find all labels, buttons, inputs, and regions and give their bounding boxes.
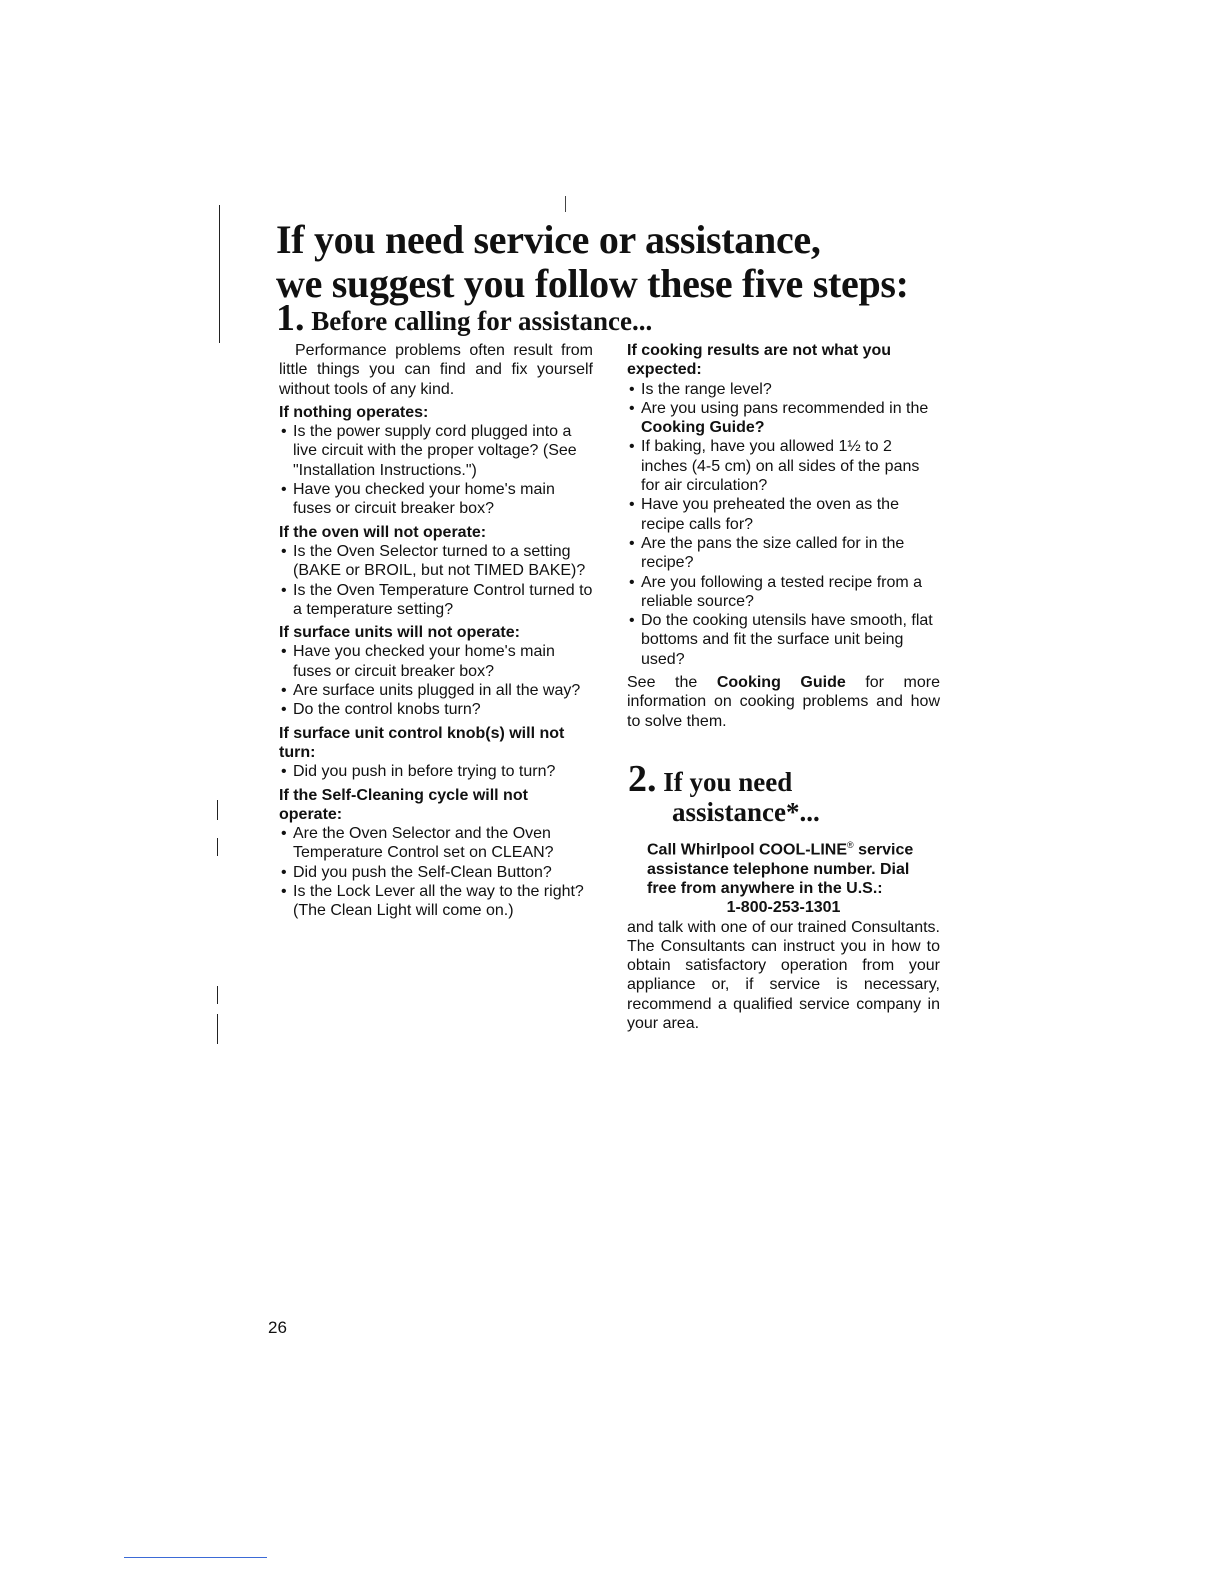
section-knobs-not-turn — [279, 724, 593, 782]
list-item: • Is the range level? — [627, 380, 940, 399]
note-text-pre: See the — [627, 674, 717, 692]
checklist — [279, 422, 593, 518]
section-heading: If surface units will not operate: — [279, 624, 520, 642]
list-item: • Is the Oven Temperature Control turned to a temperature setting? — [279, 581, 593, 620]
page-number: 26 — [268, 1318, 287, 1337]
list-item: • Is the Oven Selector turned to a setting (BAKE or BROIL, but not TIMED BAKE)? — [279, 542, 593, 581]
step-2-body — [627, 836, 940, 1033]
title-line-2: we suggest you follow these five steps: — [276, 261, 909, 306]
page-title — [276, 218, 976, 306]
right-column — [627, 341, 940, 731]
step-2-title-line-1: If you need — [663, 767, 793, 797]
checklist — [279, 762, 593, 781]
section-self-cleaning-not-operate — [279, 786, 593, 921]
margin-rule-top — [219, 205, 220, 343]
see-cooking-guide-note — [627, 673, 940, 731]
checklist — [279, 642, 593, 719]
step-2-title-line-2: assistance*... — [672, 797, 820, 827]
callout-text-2: service assistance telephone number. Dial free from anywhere in the U.S.: — [647, 841, 914, 897]
section-heading: If surface unit control knob(s) will not turn: — [279, 724, 565, 761]
margin-rule-mid-2 — [217, 838, 218, 856]
cooking-guide-reference: Cooking Guide? — [641, 419, 765, 437]
list-item: • Are surface units plugged in all the way? — [279, 681, 593, 700]
section-oven-not-operate — [279, 523, 593, 619]
checklist — [279, 542, 593, 619]
section-surface-units-not-operate — [279, 623, 593, 719]
cool-line-callout — [627, 836, 940, 898]
step-2-heading — [628, 758, 948, 827]
list-item: • Did you push in before trying to turn? — [279, 762, 593, 781]
step-1-number: 1. — [276, 297, 305, 339]
step-1-intro: Performance problems often result from little things you can find and fix yourself without tools of any kind. — [279, 342, 593, 398]
registered-mark: ® — [846, 840, 854, 850]
list-item: • Is the power supply cord plugged into a live circuit with the proper voltage? (See "Installation Instructions.") — [279, 422, 593, 480]
list-item: • Are you following a tested recipe from a reliable source? — [627, 573, 940, 612]
list-item: • Have you preheated the oven as the recipe calls for? — [627, 495, 940, 534]
list-item: • Are the pans the size called for in the recipe? — [627, 534, 940, 573]
list-item — [627, 399, 940, 438]
list-item-text: Are you using pans recommended in the — [641, 399, 929, 417]
section-nothing-operates — [279, 403, 593, 519]
section-heading: If nothing operates: — [279, 403, 429, 421]
top-tick-mark — [565, 196, 566, 212]
margin-rule-mid-4 — [217, 1014, 218, 1044]
list-item: • Did you push the Self-Clean Button? — [279, 863, 593, 882]
consultant-description: and talk with one of our trained Consultants. The Consultants can instruct you in how to obtain satisfactory operation from your appliance or, if service is necessary, recommend a qualified service company in your area. — [627, 918, 940, 1032]
checklist — [279, 824, 593, 920]
section-heading: If the Self-Cleaning cycle will not operate: — [279, 786, 528, 823]
title-line-1: If you need service or assistance, — [276, 217, 821, 262]
list-item: • Do the cooking utensils have smooth, flat bottoms and fit the surface unit being used? — [627, 611, 940, 669]
left-column — [279, 341, 593, 921]
section-heading: If the oven will not operate: — [279, 523, 487, 541]
cooking-checklist — [627, 380, 940, 669]
cooking-guide-reference: Cooking Guide — [716, 674, 846, 692]
step-2-number: 2. — [628, 758, 657, 800]
list-item: • Do the control knobs turn? — [279, 700, 593, 719]
list-item: • Are the Oven Selector and the Oven Temperature Control set on CLEAN? — [279, 824, 593, 863]
list-item: • Have you checked your home's main fuses or circuit breaker box? — [279, 480, 593, 519]
step-1-heading — [276, 297, 653, 339]
list-item: • Have you checked your home's main fuses or circuit breaker box? — [279, 642, 593, 681]
step-1-title: Before calling for assistance... — [311, 306, 653, 336]
margin-rule-mid-3 — [217, 986, 218, 1004]
margin-rule-mid-1 — [217, 800, 218, 820]
cooking-section-heading: If cooking results are not what you expected: — [627, 342, 892, 379]
footer-rule — [124, 1557, 267, 1558]
callout-text-1: Call Whirlpool COOL-LINE — [647, 841, 847, 859]
list-item: • If baking, have you allowed 1½ to 2 inches (4-5 cm) on all sides of the pans for air circulation? — [627, 437, 940, 495]
phone-number: 1-800-253-1301 — [726, 899, 841, 917]
list-item: • Is the Lock Lever all the way to the right? (The Clean Light will come on.) — [279, 882, 593, 921]
note-text-post: for more information on cooking problems and how to solve them. — [627, 674, 941, 730]
